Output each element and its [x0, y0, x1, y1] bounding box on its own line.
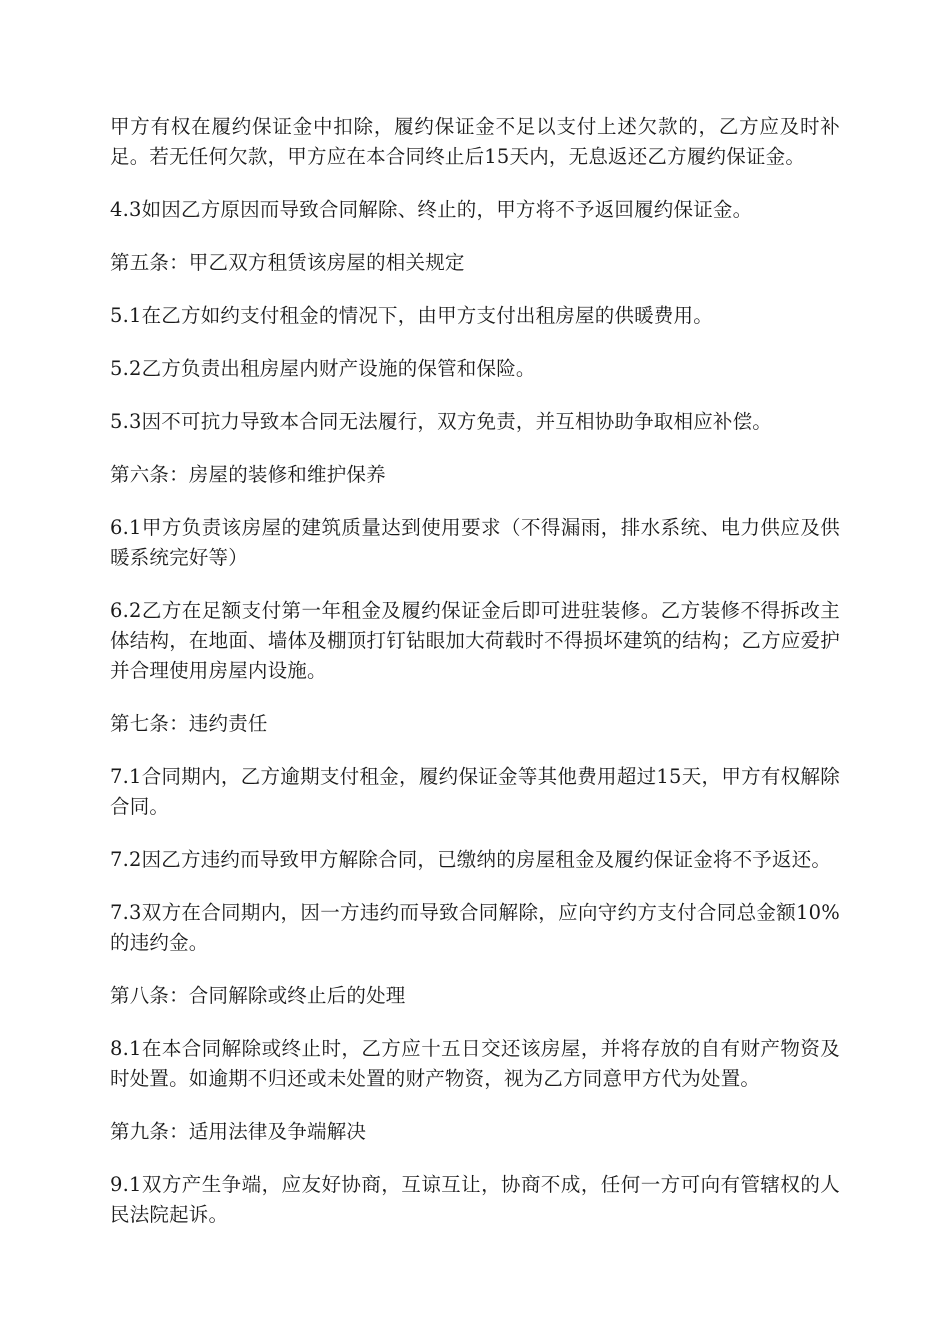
- clause-5-3: 5.3因不可抗力导致本合同无法履行，双方免责，并互相协助争取相应补偿。: [110, 410, 773, 433]
- clause-6-2: 6.2乙方在足额支付第一年租金及履约保证金后即可进驻装修。乙方装修不得拆改主体结构，在地面、墙体及棚顶打钉钻眼加大荷载时不得损坏建筑的结构；乙方应爱护并合理使用房屋内设施。: [110, 599, 840, 682]
- clause-6-1: 6.1甲方负责该房屋的建筑质量达到使用要求（不得漏雨，排水系统、电力供应及供暖系统完好等）: [110, 516, 840, 569]
- article-7-heading: 第七条：违约责任: [110, 712, 268, 735]
- article-5-heading: 第五条：甲乙双方租赁该房屋的相关规定: [110, 251, 465, 274]
- clause-5-1: 5.1在乙方如约支付租金的情况下，由甲方支付出租房屋的供暖费用。: [110, 304, 713, 327]
- clause-7-2: 7.2因乙方违约而导致甲方解除合同，已缴纳的房屋租金及履约保证金将不予返还。: [110, 848, 832, 871]
- clause-5-2: 5.2乙方负责出租房屋内财产设施的保管和保险。: [110, 357, 536, 380]
- clause-8-1: 8.1在本合同解除或终止时，乙方应十五日交还该房屋，并将存放的自有财产物资及时处置。如逾期不归还或未处置的财产物资，视为乙方同意甲方代为处置。: [110, 1037, 840, 1090]
- article-9-heading: 第九条：适用法律及争端解决: [110, 1120, 367, 1143]
- paragraph-deposit-deduction: 甲方有权在履约保证金中扣除，履约保证金不足以支付上述欠款的，乙方应及时补足。若无任何欠款，甲方应在本合同终止后15天内，无息返还乙方履约保证金。: [110, 115, 840, 168]
- clause-7-1: 7.1合同期内，乙方逾期支付租金，履约保证金等其他费用超过15天，甲方有权解除合同。: [110, 765, 840, 818]
- article-6-heading: 第六条：房屋的装修和维护保养: [110, 463, 386, 486]
- clause-7-3: 7.3双方在合同期内，因一方违约而导致合同解除，应向守约方支付合同总金额10%的违约金。: [110, 901, 840, 954]
- document-page: [110, 112, 840, 1253]
- article-8-heading: 第八条：合同解除或终止后的处理: [110, 984, 406, 1007]
- clause-4-3: 4.3如因乙方原因而导致合同解除、终止的，甲方将不予返回履约保证金。: [110, 198, 753, 221]
- clause-9-1: 9.1双方产生争端，应友好协商，互谅互让，协商不成，任何一方可向有管辖权的人民法院起诉。: [110, 1173, 840, 1226]
